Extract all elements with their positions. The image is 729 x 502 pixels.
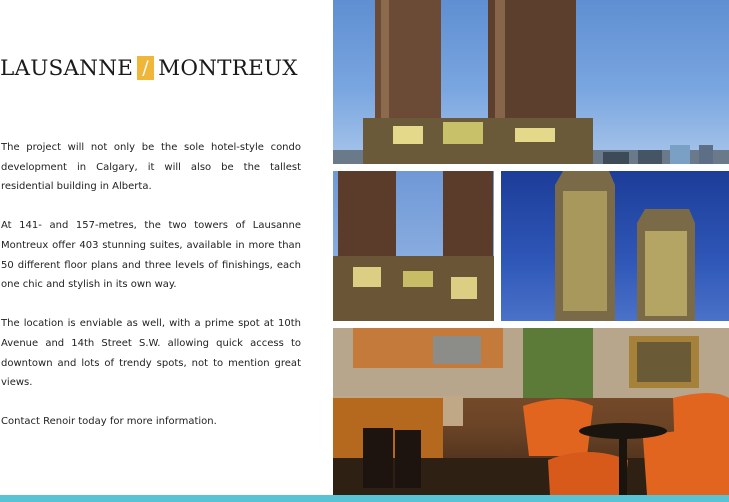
logo-left-word: LAUSANNE: [0, 55, 134, 81]
interior-photo: [333, 328, 729, 495]
logo-right-word: MONTREUX: [158, 55, 298, 81]
paragraph-2: At 141- and 157-metres, the two towers of Lausanne Montreux offer 403 stunning suites, available in more than 50 different floor plans and three levels of finishings, each one chic and stylish in its own way.: [1, 220, 301, 291]
towers-blue-illustration: [501, 171, 729, 321]
interior-illustration: [333, 328, 729, 495]
bottom-accent-bar: [0, 495, 729, 502]
brand-logo: [0, 53, 305, 83]
towers-blue-photo: [501, 171, 729, 321]
towers-sky-photo: [333, 0, 729, 164]
paragraph-3: The location is enviable as well, with a prime spot at 10th Avenue and 14th Street S.W. allowing quick access to downtown and lots of trendy spots, not to mention great views.: [1, 318, 301, 389]
logo-slash: /: [137, 56, 154, 80]
towers-sky-illustration: [333, 0, 729, 164]
tower-base-photo: [333, 171, 494, 321]
paragraph-1: The project will not only be the sole hotel-style condo development in Calgary, it will also be the tallest residential building in Alberta.: [1, 142, 301, 193]
paragraph-4: Contact Renoir today for more information.: [1, 416, 217, 428]
description-text: [1, 138, 301, 452]
tower-base-illustration: [333, 171, 494, 321]
